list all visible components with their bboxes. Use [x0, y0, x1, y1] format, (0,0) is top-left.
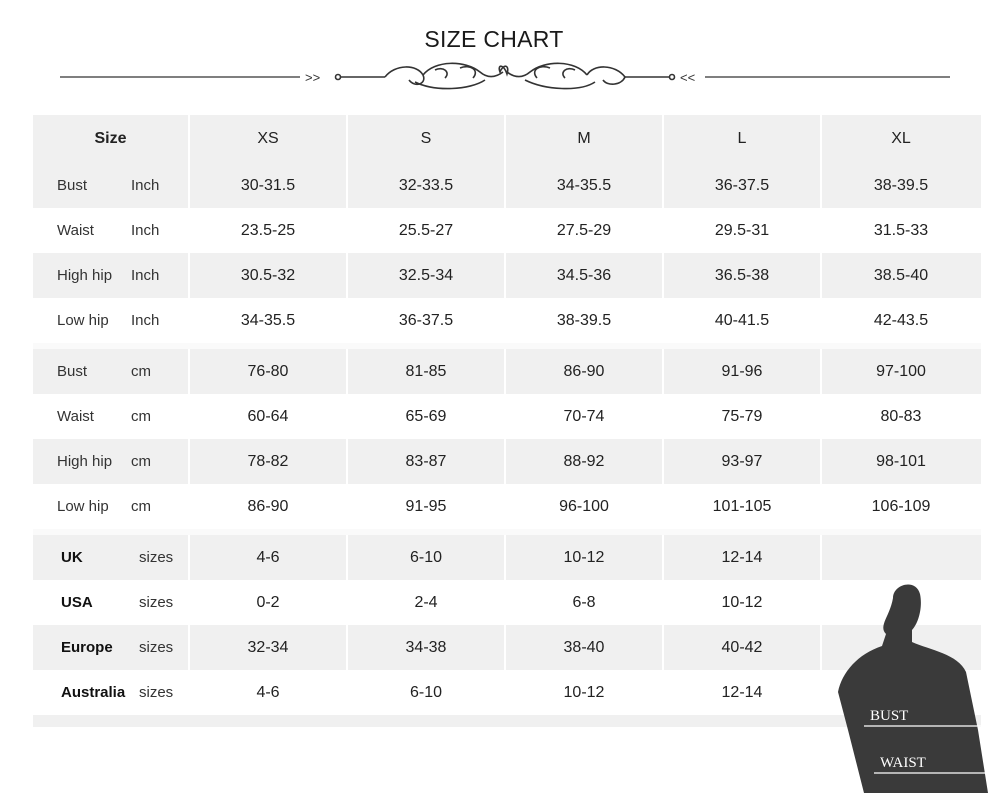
table-cell: 6-10: [348, 535, 506, 580]
table-cell: 36-37.5: [348, 298, 506, 343]
left-arrows: >>: [305, 70, 321, 85]
measure-name: Low hip: [57, 312, 109, 329]
unit-label: sizes: [139, 594, 174, 611]
waist-label: WAIST: [880, 755, 926, 771]
table-cell: 88-92: [506, 439, 664, 484]
header-size-s: S: [348, 115, 506, 163]
header-size-m: M: [506, 115, 664, 163]
table-cell: 81-85: [348, 349, 506, 394]
unit-label: sizes: [139, 639, 174, 656]
table-cell: 30.5-32: [190, 253, 348, 298]
table-cell: 97-100: [876, 362, 926, 380]
measure-name: Bust: [57, 177, 88, 194]
measure-name: Waist: [57, 222, 94, 239]
table-cell: 60-64: [190, 394, 348, 439]
row-label: [33, 394, 190, 439]
measure-name: Bust: [57, 363, 88, 380]
table-row: [33, 253, 981, 298]
row-label: [33, 580, 190, 625]
unit-label: sizes: [139, 684, 174, 701]
table-cell: 30-31.5: [190, 163, 348, 208]
table-cell: 96-100: [506, 484, 664, 529]
cm-measurements-group: [33, 349, 981, 529]
table-cell: 40-42: [664, 625, 822, 670]
table-cell: 6-8: [506, 580, 664, 625]
table-row: [33, 535, 981, 580]
table-row: [33, 394, 981, 439]
table-cell: 93-97: [664, 439, 822, 484]
row-label: [33, 439, 190, 484]
unit-label: cm: [131, 453, 151, 470]
unit-label: Inch: [131, 222, 160, 239]
table-cell: 70-74: [506, 394, 664, 439]
table-cell: 42-43.5: [873, 311, 929, 329]
row-label: [33, 163, 190, 208]
table-cell: 27.5-29: [506, 208, 664, 253]
table-cell: 4-6: [190, 670, 348, 715]
table-cell: 38-39.5: [873, 176, 929, 194]
table-cell: [822, 535, 980, 580]
table-row: [33, 298, 981, 343]
header-size-l: L: [664, 115, 822, 163]
region-name: UK: [61, 549, 83, 566]
table-cell: 86-90: [190, 484, 348, 529]
table-cell: 10-12: [664, 580, 822, 625]
measure-name: High hip: [57, 267, 113, 284]
right-arrows: <<: [680, 70, 696, 85]
table-row: [33, 349, 981, 394]
header-size-xs: XS: [190, 115, 348, 163]
table-cell: 65-69: [348, 394, 506, 439]
table-cell: 38-40: [506, 625, 664, 670]
table-row: [33, 439, 981, 484]
row-label: [33, 298, 190, 343]
table-cell: 98-101: [876, 452, 926, 470]
unit-label: Inch: [131, 177, 160, 194]
header-size-xl: XL: [891, 130, 911, 147]
table-row: [33, 208, 981, 253]
unit-label: cm: [131, 363, 151, 380]
table-cell: 32-34: [190, 625, 348, 670]
measure-name: Waist: [57, 408, 94, 425]
measure-name: Low hip: [57, 498, 109, 515]
row-label: [33, 349, 190, 394]
unit-label: cm: [131, 408, 151, 425]
table-cell: 10-12: [506, 670, 664, 715]
table-cell: 40-41.5: [664, 298, 822, 343]
table-cell: 12-14: [664, 535, 822, 580]
table-cell: 34.5-36: [506, 253, 664, 298]
region-name: Australia: [61, 684, 126, 701]
table-cell: 75-79: [664, 394, 822, 439]
unit-label: cm: [131, 498, 151, 515]
table-cell: 101-105: [664, 484, 822, 529]
table-cell: 38-39.5: [506, 298, 664, 343]
row-label: [33, 253, 190, 298]
region-name: Europe: [61, 639, 113, 656]
page-title: SIZE CHART: [424, 26, 564, 52]
unit-label: sizes: [139, 549, 174, 566]
table-cell: 86-90: [506, 349, 664, 394]
table-cell: 31.5-33: [873, 221, 929, 239]
table-cell: 76-80: [190, 349, 348, 394]
table-cell: 34-35.5: [506, 163, 664, 208]
ornament-divider: [55, 58, 955, 96]
table-cell: 78-82: [190, 439, 348, 484]
table-header-row: [33, 115, 981, 163]
table-cell: 34-38: [348, 625, 506, 670]
table-cell: 32-33.5: [348, 163, 506, 208]
table-row: [33, 163, 981, 208]
region-name: USA: [61, 594, 93, 611]
flourish-icon: [336, 63, 675, 88]
table-cell: 91-96: [664, 349, 822, 394]
table-cell: 32.5-34: [348, 253, 506, 298]
row-label: [33, 670, 190, 715]
table-cell: 91-95: [348, 484, 506, 529]
header-size-label: Size: [33, 115, 190, 163]
table-cell: 10-12: [506, 535, 664, 580]
table-cell: 6-10: [348, 670, 506, 715]
table-cell: 25.5-27: [348, 208, 506, 253]
measure-name: High hip: [57, 453, 113, 470]
unit-label: Inch: [131, 267, 160, 284]
table-cell: 106-109: [871, 497, 931, 515]
table-cell: 80-83: [880, 407, 922, 425]
table-cell: 4-6: [190, 535, 348, 580]
table-cell: 34-35.5: [190, 298, 348, 343]
table-cell: 23.5-25: [190, 208, 348, 253]
table-cell: 36-37.5: [664, 163, 822, 208]
inch-measurements-group: [33, 163, 981, 343]
row-label: [33, 484, 190, 529]
table-cell: 2-4: [348, 580, 506, 625]
row-label: [33, 535, 190, 580]
row-label: [33, 625, 190, 670]
table-cell: 29.5-31: [664, 208, 822, 253]
unit-label: Inch: [131, 312, 160, 329]
table-cell: 36.5-38: [664, 253, 822, 298]
table-cell: 0-2: [190, 580, 348, 625]
table-cell: 83-87: [348, 439, 506, 484]
table-row: [33, 484, 981, 529]
body-silhouette-image: [838, 580, 988, 793]
row-label: [33, 208, 190, 253]
table-cell: 12-14: [664, 670, 822, 715]
table-cell: 38.5-40: [873, 266, 929, 284]
bust-label: BUST: [870, 708, 909, 724]
